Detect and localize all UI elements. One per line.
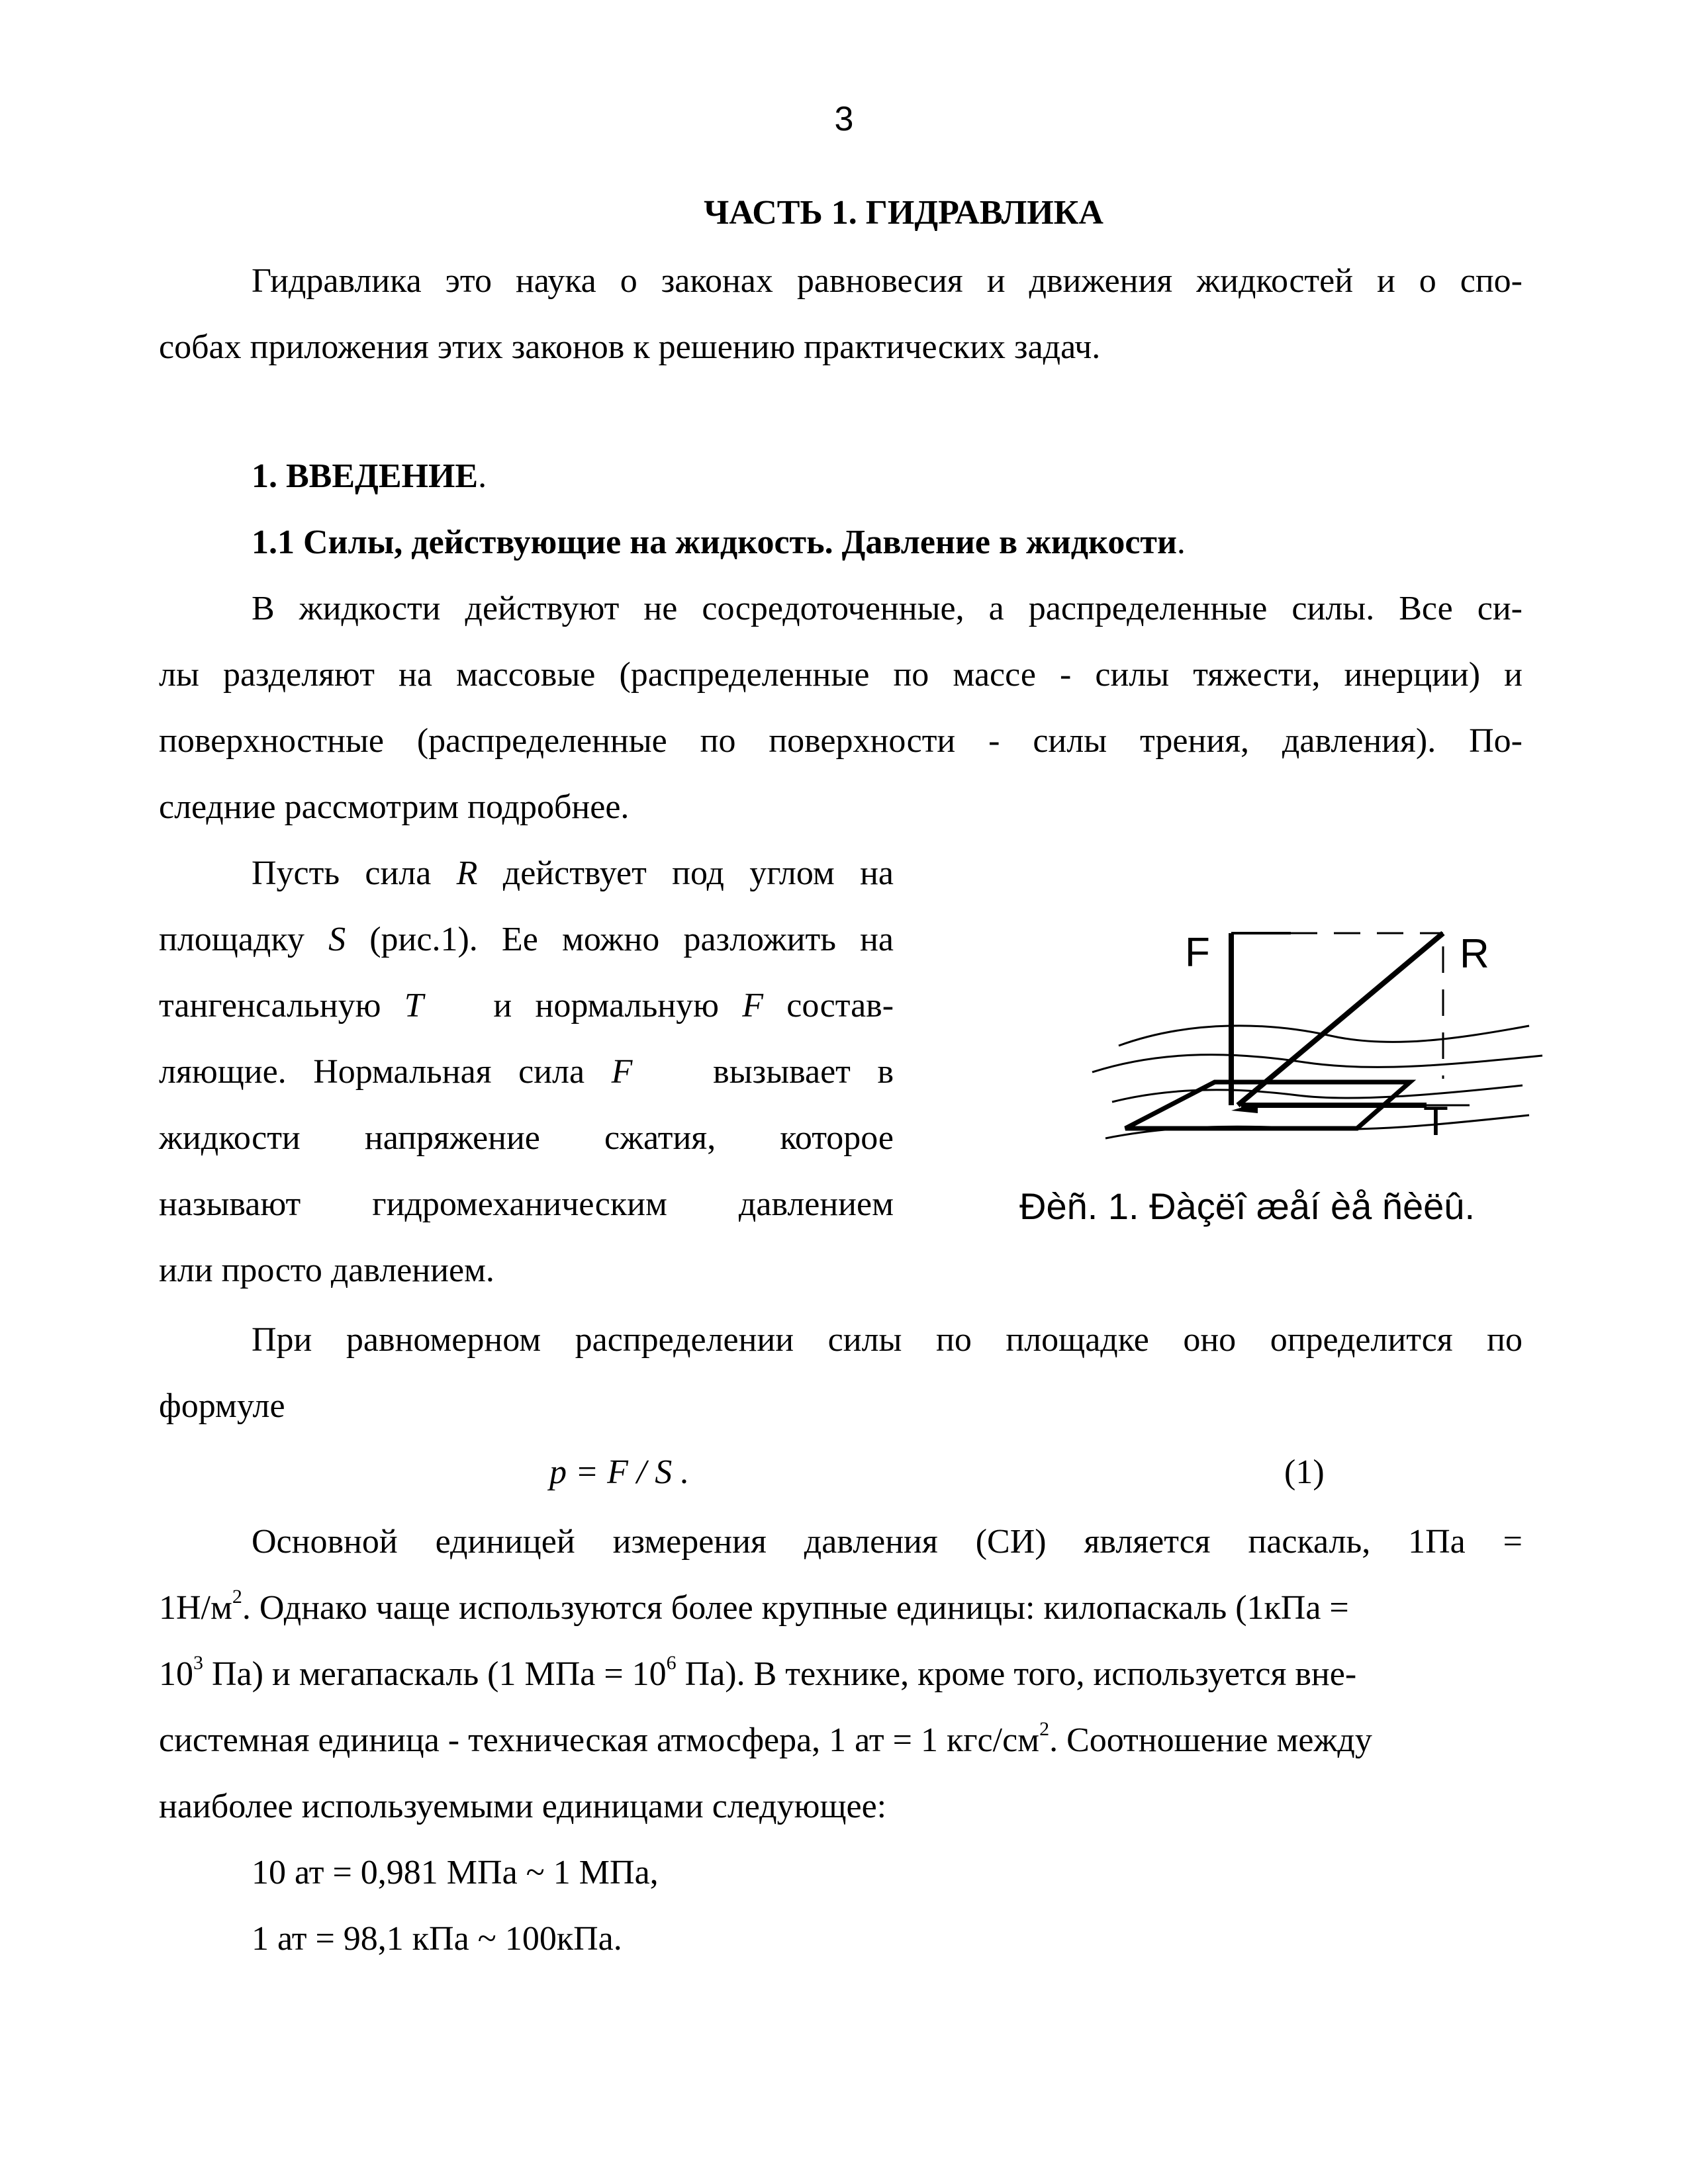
intro-line-2: собах приложения этих законов к решению практических задач. (159, 328, 1101, 366)
formula-number: (1) (1284, 1453, 1325, 1491)
fig-text-line-5: жидкости напряжение сжатия, которое (159, 1119, 894, 1157)
forces-line-1: В жидкости действуют не сосредоточенные, а распределенные силы. Все си- (252, 590, 1523, 627)
subsection-heading: 1.1 Силы, действующие на жидкость. Давление в жидкости. (252, 523, 1186, 561)
section-heading: 1. ВВЕДЕНИЕ. (252, 457, 487, 495)
intro-line-1: Гидравлика это наука о законах равновесия и движения жидкостей и о спо- (252, 262, 1523, 300)
fig-text-line-7: или просто давлением. (159, 1251, 494, 1289)
uniform-line-2: формуле (159, 1387, 285, 1425)
fig-text-line-3: тангенсальную T и нормальную F состав- (159, 987, 894, 1024)
fig-text-line-4: ляющие. Нормальная сила F вызывает в (159, 1053, 894, 1091)
relation-1: 10 ат = 0,981 МПа ~ 1 МПа, (252, 1854, 659, 1891)
uniform-line-1: При равномерном распределении силы по площадке оно определится по (252, 1321, 1523, 1359)
units-line-4: системная единица - техническая атмосфера, 1 ат = 1 кгс/$см^2$. Соотношение между (159, 1718, 1372, 1759)
part-title: ЧАСТЬ 1. ГИДРАВЛИКА (704, 194, 1103, 232)
relation-2: 1 ат = 98,1 кПа ~ 100кПа. (252, 1920, 622, 1958)
page-number: 3 (834, 100, 854, 138)
forces-line-2: лы разделяют на массовые (распределенные по массе - силы тяжести, инерции) и (159, 656, 1523, 694)
force-r-vector (1238, 933, 1443, 1105)
units-line-2: $1Н/м^2$. Однако чаще используются более крупные единицы: килопаскаль (1кПа = (159, 1586, 1349, 1627)
label-t: T (1423, 1099, 1448, 1144)
label-r: R (1460, 931, 1489, 977)
units-line-5: наиболее используемыми единицами следующее: (159, 1788, 887, 1825)
fluid-line (1092, 1055, 1542, 1072)
fluid-line (1112, 1085, 1523, 1102)
fig-text-line-1: Пусть сила R действует под углом на (252, 854, 894, 892)
units-line-1: Основной единицей измерения давления (СИ) является паскаль, 1Па = (252, 1523, 1523, 1561)
figure-caption: Ðèñ. 1. Ðàçëî æåí èå ñèëû. (1019, 1185, 1475, 1227)
label-f: F (1185, 930, 1210, 976)
fig-text-line-2: площадку S (рис.1). Ее можно разложить на (159, 921, 894, 958)
forces-line-4: следние рассмотрим подробнее. (159, 788, 630, 826)
fig-text-line-6: называют гидромеханическим давлением (159, 1185, 894, 1223)
forces-line-3: поверхностные (распределенные по поверхности - силы трения, давления). По- (159, 722, 1523, 760)
formula: p = F / S . (549, 1453, 690, 1491)
units-line-3: $10^3$ Па) и мегапаскаль (1 МПа = $10^6$ Па). В технике, кроме того, используется вне- (159, 1652, 1357, 1693)
force-decomposition-figure (1019, 907, 1549, 1185)
